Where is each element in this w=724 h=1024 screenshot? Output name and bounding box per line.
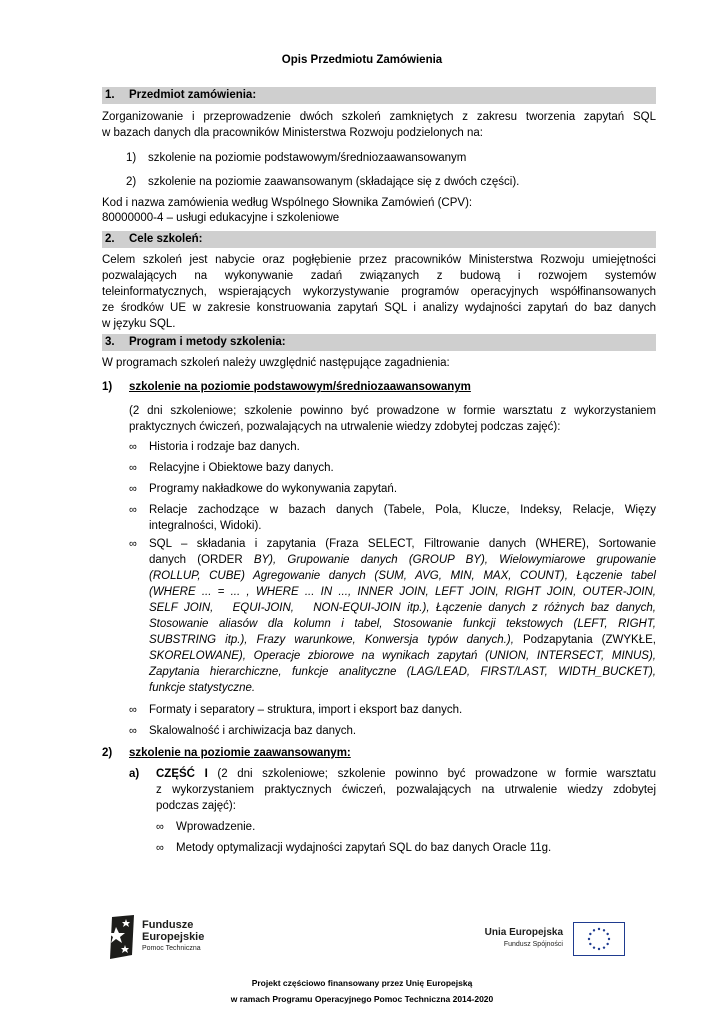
bullet-icon: ∞ [129,725,137,737]
bullet-text: Metody optymalizacji wydajności zapytań SQL do baz danych Oracle 11g. [176,842,552,854]
eu-star-icon [603,946,605,948]
s2-paragraph-line: teleinformatycznych, wspierających wykorzystywanie programów operacyjnych współfinansowanych [102,286,656,298]
part-a-text: (2 dni szkoleniowe; szkolenie powinno być prowadzone w formie warsztatu [207,768,656,780]
sql-line [149,632,656,648]
sql-line-part: BY), Grupowanie danych (GROUP BY), Wielowymiarowe grupowanie [253,554,656,566]
bullet-text: Relacje zachodzące w bazach danych (Tabele, Pola, Klucze, Indeksy, Relacje, Więzy [149,504,656,516]
s2-paragraph-line: w języku SQL. [102,318,176,330]
bullet-icon: ∞ [129,483,137,495]
list-text: szkolenie na poziomie zaawansowanym (składające się z dwóch części). [148,176,520,188]
bullet-item-sql [129,536,656,701]
list-marker: 2) [126,176,137,188]
sql-line: Stosowanie aliasów dla kolumn i tabel, Stosowanie funkcji tekstowych (LEFT, RIGHT, [149,618,656,630]
sql-line-part: SUBSTRING itp.), Frazy warunkowe, Konwersja typów danych.), [149,634,523,646]
fe-name [142,919,204,943]
section-3-header [102,334,656,351]
s3-intro: W programach szkoleń należy uwzględnić następujące zagadnienia: [102,357,450,369]
footer-line: Projekt częściowo finansowany przez Unię Europejską [251,978,473,988]
s2-paragraph-line: pozwalających na wykonywanie zadań związanych z budową i rozwojem systemów [102,270,656,282]
ue-name: Unia Europejska [484,927,563,938]
ue-subtitle: Fundusz Spójności [503,941,563,948]
eu-flag-icon [573,922,625,956]
sql-line: (ROLLUP, CUBE) Agregowanie danych (SUM, AVG, MIN, MAX, COUNT), Łączenie tabel [149,570,656,582]
bullet-text: Historia i rodzaje baz danych. [149,441,300,453]
bullet-icon: ∞ [129,462,137,474]
bullet-text: Wprowadzenie. [176,821,256,833]
list-text: szkolenie na poziomie podstawowym/średniozaawansowanym [148,152,467,164]
bullet-text: Formaty i separatory – struktura, import i eksport baz danych. [149,704,463,716]
eu-star-icon [608,938,610,940]
sql-line: Zapytania hierarchiczne, funkcje analityczne (LAG/LEAD, FIRST/LAST, WIDTH_BUCKET), [149,666,656,678]
program-2-title: szkolenie na poziomie zaawansowanym: [129,747,351,759]
bullet-icon: ∞ [129,504,137,516]
s1-paragraph-line: Zorganizowanie i przeprowadzenie dwóch szkoleń zamkniętych z zakresu tworzenia zapytań SQL [102,111,656,123]
part-a-marker: a) [129,768,140,780]
part-a-line [156,766,656,782]
eu-star-icon [593,929,595,931]
page-title: Opis Przedmiotu Zamówienia [281,54,443,66]
fundusze-europejskie-logo [108,915,218,959]
fe-subtitle: Pomoc Techniczna [142,945,201,952]
bullet-item [129,502,656,536]
fe-star-icon [108,915,138,959]
list-marker: 1) [126,152,137,164]
bullet-text: Skalowalność i archiwizacja baz danych. [149,725,357,737]
cpv-code: 80000000-4 – usługi edukacyjne i szkoleniowe [102,212,340,224]
eu-star-icon [598,928,600,930]
program-1-note: praktycznych ćwiczeń, pozwalających na utrwalenie wiedzy zdobytej podczas zajęć): [129,421,561,433]
eu-star-icon [606,933,608,935]
bullet-icon: ∞ [129,538,137,550]
section-label: Przedmiot zamówienia: [129,89,257,101]
s1-paragraph-line: w bazach danych dla pracowników Ministerstwa Rozwoju podzielonych na: [102,127,483,139]
section-number: 2. [105,233,115,245]
program-1-note: (2 dni szkoleniowe; szkolenie powinno być prowadzone w formie warsztatu z wykorzystaniem [129,405,656,417]
bullet-icon: ∞ [156,821,164,833]
eu-star-icon [598,948,600,950]
footer-line: w ramach Programu Operacyjnego Pomoc Techniczna 2014-2020 [230,994,494,1004]
cpv-label: Kod i nazwa zamówienia według Wspólnego Słownika Zamówień (CPV): [102,197,473,209]
section-label: Program i metody szkolenia: [129,336,286,348]
eu-star-icon [606,943,608,945]
sql-line: funkcje statystyczne. [149,682,256,694]
program-2-marker: 2) [102,747,113,759]
bullet-icon: ∞ [129,704,137,716]
program-1-marker: 1) [102,381,113,393]
bullet-text: Programy nakładkowe do wykonywania zapytań. [149,483,398,495]
bullet-icon: ∞ [129,441,137,453]
section-2-header [102,231,656,248]
eu-star-icon [603,929,605,931]
section-1-header [102,87,656,104]
sql-line: SELF JOIN, EQUI-JOIN, NON-EQUI-JOIN itp.), Łączenie danych z różnych baz danych, [149,602,656,614]
eu-star-icon [589,943,591,945]
bullet-text: integralności, Widoki). [149,520,262,532]
section-number: 3. [105,336,115,348]
sql-line: SQL – składania i zapytania (Fraza SELECT, Filtrowanie danych (WHERE), Sortowanie [149,538,656,550]
part-a-line: podczas zajęć): [156,800,236,812]
bullet-icon: ∞ [156,842,164,854]
fe-line: Fundusze [142,919,194,931]
sql-line-part: danych (ORDER [149,554,254,566]
sql-line: SKORELOWANE), Operacje zbiorowe na wynikach zapytań (UNION, INTERSECT, MINUS), [149,650,656,662]
eu-star-icon [593,946,595,948]
s2-paragraph-line: Celem szkoleń jest nabycie oraz pogłębienie przez pracowników Ministerstwa Rozwoju umiejętności [102,254,656,266]
sql-line [149,552,656,568]
part-a-line: z wykorzystaniem praktycznych ćwiczeń, pozwalających na utrwalenie wiedzy zdobytej [156,784,656,796]
fe-line: Europejskie [142,931,205,943]
eu-star-icon [588,938,590,940]
part-a-bold: CZĘŚĆ I [156,768,208,780]
bullet-text: Relacyjne i Obiektowe bazy danych. [149,462,334,474]
eu-star-icon [589,933,591,935]
section-label: Cele szkoleń: [129,233,203,245]
sql-line: (WHERE ... = ... , WHERE ... IN ..., INNER JOIN, LEFT JOIN, RIGHT JOIN, OUTER-JOIN, [149,586,656,598]
unia-europejska-logo [480,922,625,956]
s2-paragraph-line: ze środków UE w zakresie konstruowania zapytań SQL i analizy wydajności zapytań do baz danych [102,302,656,314]
program-1-title: szkolenie na poziomie podstawowym/średniozaawansowanym [129,381,471,393]
section-number: 1. [105,89,115,101]
sql-line-part: Podzapytania (ZWYKŁE, [522,634,656,646]
